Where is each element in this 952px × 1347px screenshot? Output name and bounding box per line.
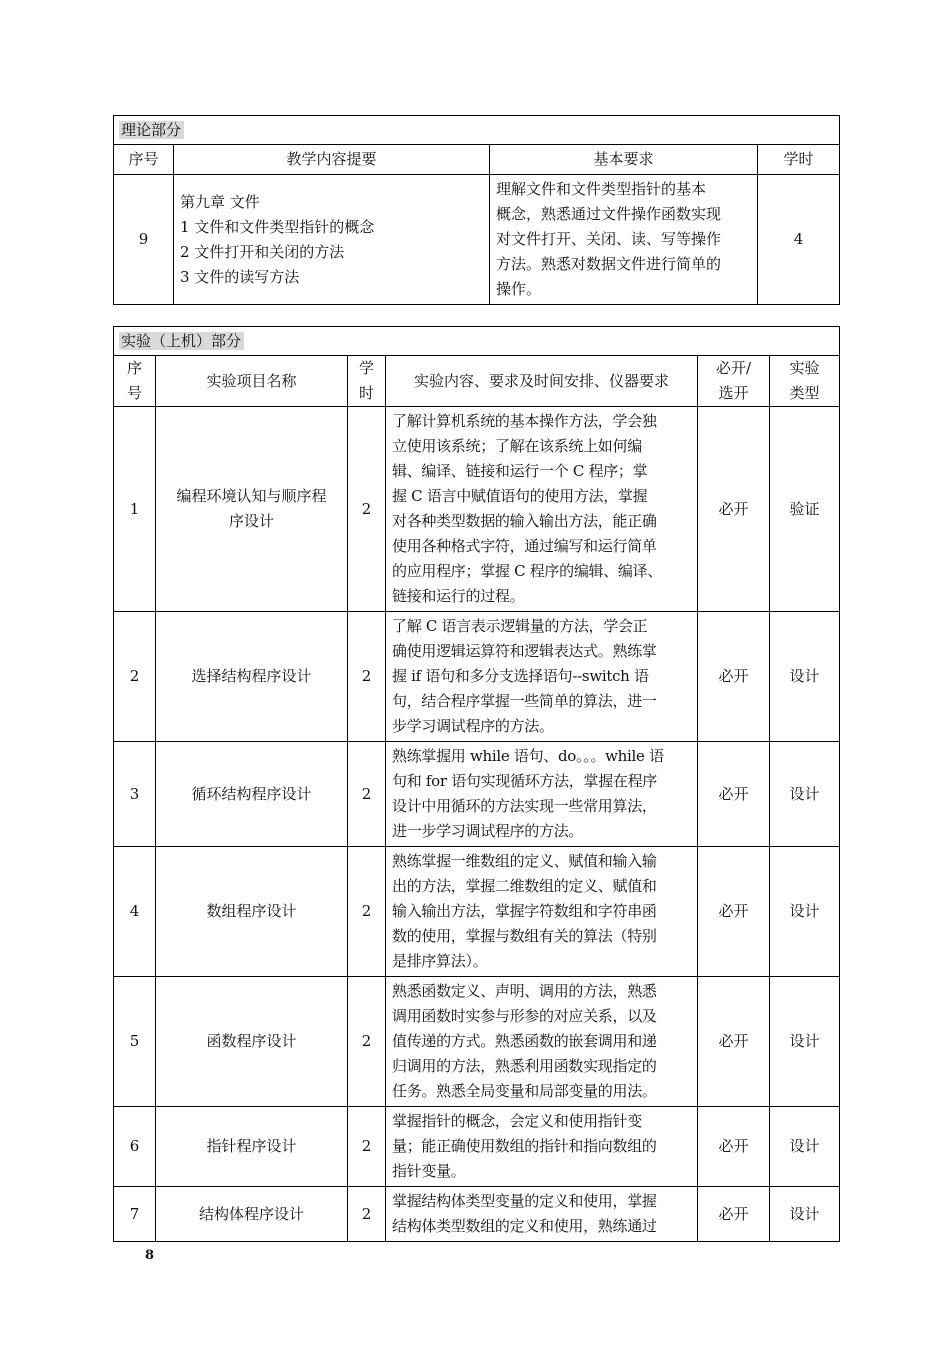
theory-row-topics: 第九章 文件 1 文件和文件类型指针的概念 2 文件打开和关闭的方法 3 文件的读写方法 <box>174 175 490 305</box>
header-requirement: 基本要求 <box>490 145 758 175</box>
row-required: 必开 <box>698 612 770 742</box>
table-row <box>114 1107 840 1187</box>
theory-row-no: 9 <box>114 175 174 305</box>
table-row <box>114 847 840 977</box>
header-required: 必开/ 选开 <box>698 356 770 407</box>
row-no: 2 <box>114 612 156 742</box>
header-content: 教学内容提要 <box>174 145 490 175</box>
row-type: 设计 <box>770 1187 840 1242</box>
header-no: 序号 <box>114 145 174 175</box>
row-content: 了解计算机系统的基本操作方法，学会独 立使用该系统；了解在该系统上如何编 辑、编译、链接和运行一个 C 程序；掌 握 C 语言中赋值语句的使用方法，掌握 对各种类型数据的输入输出方法，能正确 使用各种格式字符，通过编写和运行简单 的应用程序；掌握 C 程序的编辑、编译、 链接和运行的过程。 <box>386 407 698 612</box>
row-type: 设计 <box>770 742 840 847</box>
row-hours: 2 <box>348 612 386 742</box>
row-hours: 2 <box>348 742 386 847</box>
row-type: 设计 <box>770 612 840 742</box>
row-hours: 2 <box>348 1187 386 1242</box>
row-content: 熟练掌握一维数组的定义、赋值和输入输 出的方法，掌握二维数组的定义、赋值和 输入输出方法，掌握字符数组和字符串函 数的使用，掌握与数组有关的算法（特别 是排序算法）。 <box>386 847 698 977</box>
theory-table <box>113 115 840 305</box>
header-hours: 学时 <box>758 145 840 175</box>
theory-row-requirement: 理解文件和文件类型指针的基本 概念，熟悉通过文件操作函数实现 对文件打开、关闭、读、写等操作 方法。熟悉对数据文件进行简单的 操作。 <box>490 175 758 305</box>
theory-row <box>114 175 840 305</box>
row-name: 编程环境认知与顺序程 序设计 <box>156 407 348 612</box>
row-name: 数组程序设计 <box>156 847 348 977</box>
table-row <box>114 612 840 742</box>
row-required: 必开 <box>698 1107 770 1187</box>
row-no: 4 <box>114 847 156 977</box>
row-content: 掌握结构体类型变量的定义和使用，掌握 结构体类型数组的定义和使用，熟练通过 <box>386 1187 698 1242</box>
row-content: 熟练掌握用 while 语句、do。。。while 语 句和 for 语句实现循环方法，掌握在程序 设计中用循环的方法实现一些常用算法， 进一步学习调试程序的方法。 <box>386 742 698 847</box>
header-type: 实验 类型 <box>770 356 840 407</box>
experiment-table <box>113 326 840 1242</box>
row-type: 设计 <box>770 1107 840 1187</box>
table-row <box>114 1187 840 1242</box>
row-name: 指针程序设计 <box>156 1107 348 1187</box>
row-name: 函数程序设计 <box>156 977 348 1107</box>
row-content: 掌握指针的概念，会定义和使用指针变 量；能正确使用数组的指针和指向数组的 指针变量。 <box>386 1107 698 1187</box>
row-required: 必开 <box>698 847 770 977</box>
row-name: 循环结构程序设计 <box>156 742 348 847</box>
row-no: 1 <box>114 407 156 612</box>
row-hours: 2 <box>348 977 386 1107</box>
row-hours: 2 <box>348 847 386 977</box>
row-type: 验证 <box>770 407 840 612</box>
header-no: 序 号 <box>114 356 156 407</box>
header-hours: 学 时 <box>348 356 386 407</box>
row-content: 了解 C 语言表示逻辑量的方法，学会正 确使用逻辑运算符和逻辑表达式。熟练掌 握 if 语句和多分支选择语句--switch 语 句，结合程序掌握一些简单的算法，进一 步学习调试程序的方法。 <box>386 612 698 742</box>
row-content: 熟悉函数定义、声明、调用的方法，熟悉 调用函数时实参与形参的对应关系，以及 值传递的方式。熟悉函数的嵌套调用和递 归调用的方法，熟悉利用函数实现指定的 任务。熟悉全局变量和局部变量的用法。 <box>386 977 698 1107</box>
row-name: 结构体程序设计 <box>156 1187 348 1242</box>
row-type: 设计 <box>770 847 840 977</box>
theory-row-hours: 4 <box>758 175 840 305</box>
theory-section-label: 理论部分 <box>114 116 840 145</box>
row-no: 6 <box>114 1107 156 1187</box>
table-row <box>114 977 840 1107</box>
experiment-header-row <box>114 356 840 407</box>
row-no: 3 <box>114 742 156 847</box>
row-hours: 2 <box>348 1107 386 1187</box>
table-row <box>114 742 840 847</box>
table-row <box>114 407 840 612</box>
row-required: 必开 <box>698 407 770 612</box>
header-name: 实验项目名称 <box>156 356 348 407</box>
header-content: 实验内容、要求及时间安排、仪器要求 <box>386 356 698 407</box>
row-no: 5 <box>114 977 156 1107</box>
row-required: 必开 <box>698 742 770 847</box>
experiment-section-label: 实验（上机）部分 <box>114 327 840 356</box>
theory-header-row <box>114 145 840 175</box>
row-type: 设计 <box>770 977 840 1107</box>
page-number: 8 <box>145 1248 155 1263</box>
row-required: 必开 <box>698 977 770 1107</box>
row-required: 必开 <box>698 1187 770 1242</box>
row-hours: 2 <box>348 407 386 612</box>
row-name: 选择结构程序设计 <box>156 612 348 742</box>
row-no: 7 <box>114 1187 156 1242</box>
